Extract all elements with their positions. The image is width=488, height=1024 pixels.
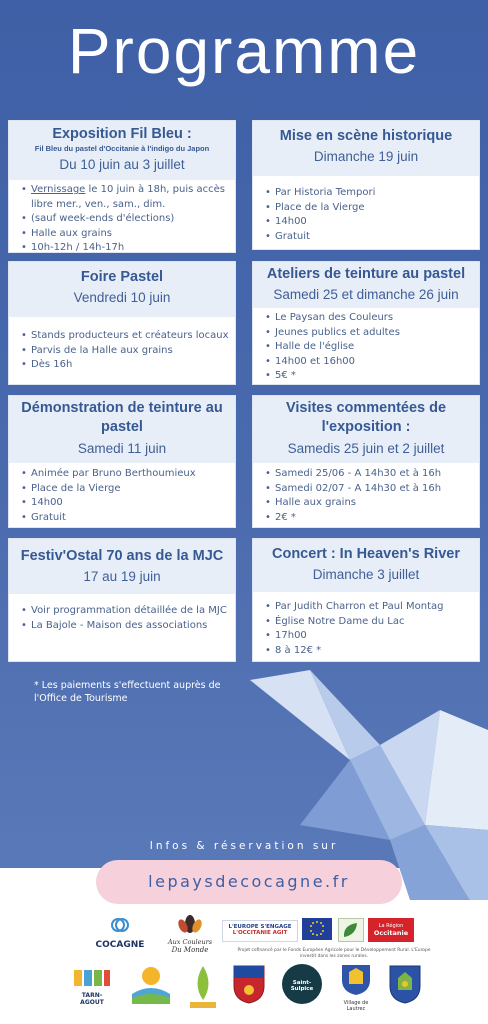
list-item: • 14h00 <box>21 496 229 511</box>
list-item: • Dès 16h <box>21 358 229 373</box>
card-body <box>9 463 235 529</box>
leaf-icon <box>339 919 363 941</box>
eu-flag-icon <box>302 918 332 940</box>
list-item: • Stands producteurs et créateurs locaux <box>21 329 229 344</box>
list-item: • Par Judith Charron et Paul Montag <box>265 600 473 615</box>
list-item: • 10h-12h / 14h-17h <box>21 241 229 256</box>
lagardiolle-logo <box>128 960 174 1010</box>
event-card-festivostal <box>8 538 236 662</box>
list-item: • Halle de l'église <box>265 340 473 355</box>
list-item: • Jeunes publics et adultes <box>265 326 473 341</box>
europe-engage-logo <box>222 920 298 942</box>
card-date: Dimanche 3 juillet <box>312 567 420 582</box>
list-item: • 14h00 et 16h00 <box>265 355 473 370</box>
du-monde-label: Du Monde <box>171 946 209 954</box>
card-body <box>253 176 479 248</box>
list-item <box>21 183 229 212</box>
card-body <box>253 308 479 388</box>
tarn-agout-label: TARN-AGOUT <box>80 992 104 1006</box>
card-title: Ateliers de teinture au pastel <box>266 266 466 282</box>
card-date: Dimanche 19 juin <box>313 149 419 164</box>
payment-note: * Les paiements s'effectuent auprès de l'Office de Tourisme <box>34 680 221 704</box>
region-line2: Occitanie <box>373 929 409 937</box>
card-date: Samedi 11 juin <box>77 441 167 456</box>
saint-sulpice-label: Saint-Sulpice <box>290 980 314 992</box>
sun-landscape-icon <box>128 960 174 1008</box>
list-item-continuation <box>21 212 229 227</box>
list-item: • Église Notre Dame du Lac <box>265 615 473 630</box>
region-occitanie-logo <box>368 918 414 942</box>
card-header <box>253 396 479 463</box>
card-date: 17 au 19 juin <box>83 569 161 584</box>
card-header <box>253 262 479 308</box>
event-card-demonstration <box>8 395 236 528</box>
card-header <box>9 396 235 463</box>
list-item: • Place de la Vierge <box>21 482 229 497</box>
tarn-agout-logo <box>70 968 114 1006</box>
list-item: • Halle aux grains <box>21 227 229 242</box>
list-item: • Voir programmation détaillée de la MJC <box>21 604 229 619</box>
cocagne-label: COCAGNE <box>95 940 145 950</box>
list-item: • Parvis de la Halle aux grains <box>21 344 229 359</box>
list-item: • Samedi 25/06 - A 14h30 et à 16h <box>265 467 473 482</box>
website-link[interactable]: lepaysdecocagne.fr <box>96 860 402 904</box>
list-item: • 17h00 <box>265 629 473 644</box>
list-item: • Samedi 02/07 - A 14h30 et à 16h <box>265 482 473 497</box>
cocagne-logo <box>88 914 152 950</box>
card-title: Concert : In Heaven's River <box>272 546 460 562</box>
communaute-communes-logo <box>186 960 220 1012</box>
list-item: • 5€ * <box>265 369 473 384</box>
list-item-text: (sauf week-ends d'élections) <box>31 213 175 225</box>
card-date: Du 10 juin au 3 juillet <box>59 157 185 172</box>
aux-couleurs-label: Aux Couleurs <box>167 938 213 946</box>
list-item: • Le Paysan des Couleurs <box>265 311 473 326</box>
event-card-mise-en-scene <box>252 120 480 250</box>
list-item: • 8 à 12€ * <box>265 644 473 659</box>
lautrec-logo <box>334 962 378 1012</box>
card-title: Démonstration de teinture au pastel <box>21 400 223 435</box>
list-item: • Place de la Vierge <box>265 201 473 216</box>
card-title: Festiv'Ostal 70 ans de la MJC <box>20 548 224 564</box>
list-item-text: le 10 juin à 18h, puis accès libre mer., ven., sam., dim. <box>31 184 226 210</box>
leader-logo <box>338 918 364 942</box>
event-card-visites <box>252 395 480 528</box>
list-item: • Gratuit <box>265 230 473 245</box>
info-reservation-text: Infos & réservation sur <box>149 840 339 852</box>
card-title: Visites commentées de l'exposition : <box>285 400 447 435</box>
europe-line1: L'EUROPE S'ENGAGE <box>228 924 292 930</box>
blue-shield-icon <box>388 964 422 1004</box>
card-body <box>253 463 479 529</box>
funding-notice: Projet cofinancé par le Fonds Européen Agricole pour le Développement Rural. L'Europe investit dans les zones rurales. <box>237 948 431 959</box>
card-title: Foire Pastel <box>80 269 164 285</box>
card-header <box>9 121 235 180</box>
list-item: • 2€ * <box>265 511 473 526</box>
card-subtitle: Fil Bleu du pastel d'Occitanie à l'indigo du Japon <box>34 144 210 153</box>
tarn-agout-icon <box>72 968 112 988</box>
event-card-exposition <box>8 120 236 253</box>
lotus-icon <box>175 912 205 934</box>
card-title: Exposition Fil Bleu : <box>52 126 192 142</box>
card-header <box>9 539 235 594</box>
list-item: • Gratuit <box>21 511 229 526</box>
eu-stars-icon <box>302 918 332 940</box>
list-item: • Halle aux grains <box>265 496 473 511</box>
card-date: Vendredi 10 juin <box>73 290 171 305</box>
list-item: • 14h00 <box>265 215 473 230</box>
card-header <box>253 539 479 592</box>
cocagne-icon <box>109 914 131 936</box>
page-title: Programme <box>67 15 421 87</box>
event-card-concert <box>252 538 480 662</box>
card-body <box>9 317 235 377</box>
aux-couleurs-logo <box>160 912 220 954</box>
card-header <box>253 121 479 176</box>
coat-of-arms-icon <box>232 964 266 1004</box>
card-body <box>9 594 235 637</box>
lautrec-shield-icon <box>339 962 373 996</box>
lautrec-label: Village de Lautrec <box>343 1000 369 1012</box>
leaf-sprout-icon <box>186 960 220 1010</box>
card-title: Mise en scène historique <box>279 128 453 144</box>
list-item: • Par Historia Tempori <box>265 186 473 201</box>
card-date: Samedis 25 juin et 2 juillet <box>287 441 445 456</box>
event-card-ateliers <box>252 261 480 385</box>
region-line1: La Région <box>378 923 404 929</box>
list-item: • Animée par Bruno Berthoumieux <box>21 467 229 482</box>
card-header <box>9 262 235 317</box>
card-date: Samedi 25 et dimanche 26 juin <box>273 287 459 302</box>
vernissage-label: Vernissage <box>31 184 86 195</box>
saint-sulpice-logo <box>282 964 322 1004</box>
europe-line2: L'OCCITANIE AGIT <box>232 930 288 936</box>
event-card-foire-pastel <box>8 261 236 385</box>
card-body <box>9 180 235 260</box>
list-item: • La Bajole - Maison des associations <box>21 619 229 634</box>
